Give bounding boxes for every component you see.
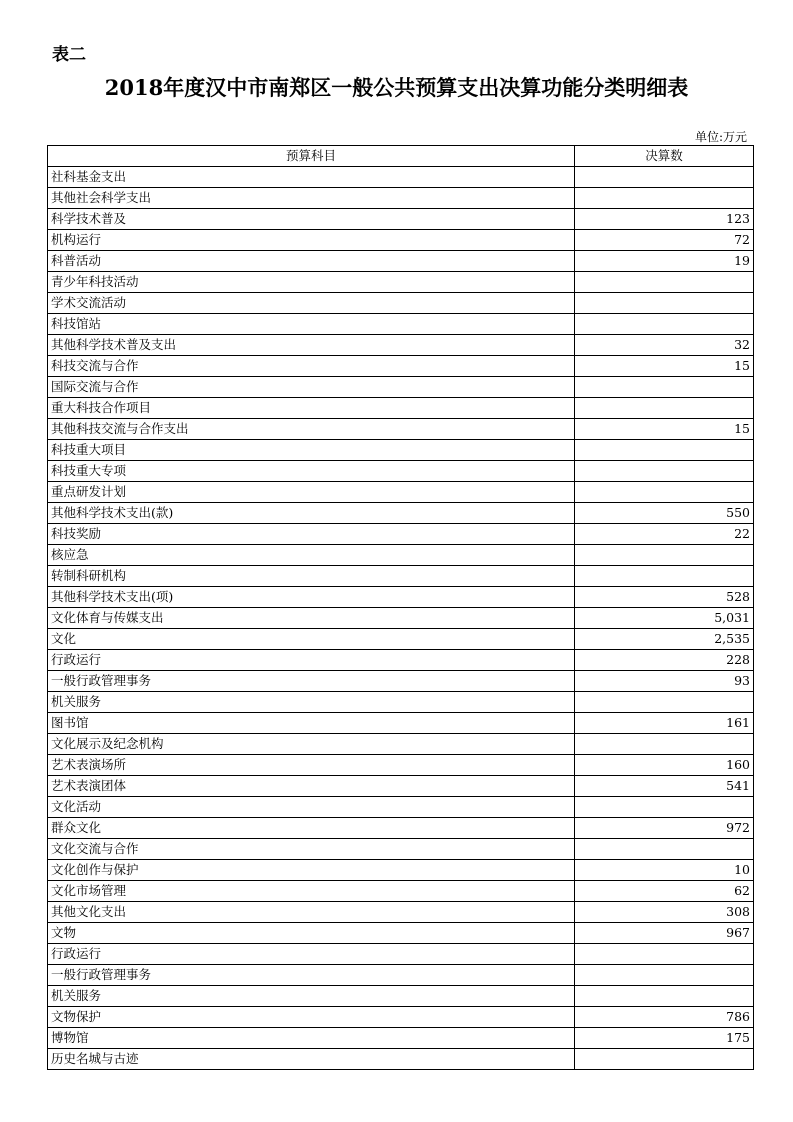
row-subject: 博物馆 xyxy=(48,1028,575,1049)
row-subject: 青少年科技活动 xyxy=(48,272,575,293)
row-amount: 19 xyxy=(575,251,754,272)
row-subject: 其他文化支出 xyxy=(48,902,575,923)
row-amount xyxy=(575,440,754,461)
table-row xyxy=(48,902,754,923)
row-amount: 32 xyxy=(575,335,754,356)
table-row xyxy=(48,356,754,377)
row-amount: 550 xyxy=(575,503,754,524)
budget-table xyxy=(47,145,754,1070)
table-row xyxy=(48,713,754,734)
row-subject: 转制科研机构 xyxy=(48,566,575,587)
row-amount xyxy=(575,545,754,566)
table-row xyxy=(48,419,754,440)
row-amount: 22 xyxy=(575,524,754,545)
table-header-row xyxy=(48,146,754,167)
table-row xyxy=(48,881,754,902)
table-row xyxy=(48,566,754,587)
row-subject: 其他科学技术支出(款) xyxy=(48,503,575,524)
row-amount: 15 xyxy=(575,419,754,440)
row-amount xyxy=(575,797,754,818)
row-subject: 科技重大专项 xyxy=(48,461,575,482)
row-amount xyxy=(575,566,754,587)
row-subject: 行政运行 xyxy=(48,650,575,671)
table-row xyxy=(48,524,754,545)
row-amount: 160 xyxy=(575,755,754,776)
row-subject: 其他社会科学支出 xyxy=(48,188,575,209)
row-subject: 艺术表演团体 xyxy=(48,776,575,797)
table-row xyxy=(48,482,754,503)
row-amount: 175 xyxy=(575,1028,754,1049)
row-amount xyxy=(575,965,754,986)
table-row xyxy=(48,629,754,650)
row-subject: 社科基金支出 xyxy=(48,167,575,188)
row-amount xyxy=(575,692,754,713)
row-subject: 文物保护 xyxy=(48,1007,575,1028)
row-subject: 群众文化 xyxy=(48,818,575,839)
table-row xyxy=(48,839,754,860)
table-row xyxy=(48,314,754,335)
table-row xyxy=(48,503,754,524)
row-amount: 15 xyxy=(575,356,754,377)
row-amount xyxy=(575,167,754,188)
table-row xyxy=(48,272,754,293)
row-subject: 一般行政管理事务 xyxy=(48,965,575,986)
table-row xyxy=(48,818,754,839)
row-subject: 国际交流与合作 xyxy=(48,377,575,398)
table-row xyxy=(48,545,754,566)
row-subject: 图书馆 xyxy=(48,713,575,734)
row-amount: 541 xyxy=(575,776,754,797)
table-row xyxy=(48,776,754,797)
row-subject: 文化创作与保护 xyxy=(48,860,575,881)
row-amount xyxy=(575,314,754,335)
table-row xyxy=(48,251,754,272)
row-subject: 艺术表演场所 xyxy=(48,755,575,776)
header-amount: 决算数 xyxy=(575,146,754,167)
row-amount: 2,535 xyxy=(575,629,754,650)
row-amount: 10 xyxy=(575,860,754,881)
table-row xyxy=(48,461,754,482)
table-row xyxy=(48,755,754,776)
table-row xyxy=(48,1007,754,1028)
row-subject: 其他科学技术支出(项) xyxy=(48,587,575,608)
header-subject: 预算科目 xyxy=(48,146,575,167)
table-row xyxy=(48,608,754,629)
table-row xyxy=(48,398,754,419)
row-subject: 文化交流与合作 xyxy=(48,839,575,860)
row-amount xyxy=(575,293,754,314)
table-row xyxy=(48,230,754,251)
row-amount: 972 xyxy=(575,818,754,839)
row-amount xyxy=(575,944,754,965)
row-subject: 文化 xyxy=(48,629,575,650)
row-subject: 科普活动 xyxy=(48,251,575,272)
row-amount xyxy=(575,839,754,860)
table-row xyxy=(48,440,754,461)
row-subject: 文化体育与传媒支出 xyxy=(48,608,575,629)
table-row xyxy=(48,986,754,1007)
row-subject: 机关服务 xyxy=(48,692,575,713)
row-subject: 其他科技交流与合作支出 xyxy=(48,419,575,440)
table-row xyxy=(48,1049,754,1070)
row-subject: 文化展示及纪念机构 xyxy=(48,734,575,755)
row-subject: 科技重大项目 xyxy=(48,440,575,461)
row-amount: 93 xyxy=(575,671,754,692)
table-row xyxy=(48,1028,754,1049)
row-subject: 机关服务 xyxy=(48,986,575,1007)
row-amount: 528 xyxy=(575,587,754,608)
row-amount: 123 xyxy=(575,209,754,230)
row-subject: 学术交流活动 xyxy=(48,293,575,314)
row-amount: 308 xyxy=(575,902,754,923)
unit-label: 单位:万元 xyxy=(694,130,747,144)
row-amount xyxy=(575,377,754,398)
page-title: 2018年度汉中市南郑区一般公共预算支出决算功能分类明细表 xyxy=(104,75,689,100)
row-subject: 文物 xyxy=(48,923,575,944)
table-row xyxy=(48,167,754,188)
table-row xyxy=(48,587,754,608)
row-subject: 历史名城与古迹 xyxy=(48,1049,575,1070)
row-amount: 72 xyxy=(575,230,754,251)
table-row xyxy=(48,209,754,230)
row-subject: 科学技术普及 xyxy=(48,209,575,230)
row-amount xyxy=(575,1049,754,1070)
row-amount xyxy=(575,272,754,293)
table-row xyxy=(48,692,754,713)
row-subject: 文化活动 xyxy=(48,797,575,818)
row-amount xyxy=(575,398,754,419)
row-amount: 62 xyxy=(575,881,754,902)
row-subject: 行政运行 xyxy=(48,944,575,965)
row-subject: 机构运行 xyxy=(48,230,575,251)
row-amount xyxy=(575,482,754,503)
row-amount: 161 xyxy=(575,713,754,734)
table-row xyxy=(48,188,754,209)
table-row xyxy=(48,671,754,692)
row-amount xyxy=(575,986,754,1007)
row-amount: 967 xyxy=(575,923,754,944)
table-label: 表二 xyxy=(52,45,86,65)
table-row xyxy=(48,860,754,881)
table-row xyxy=(48,734,754,755)
row-subject: 文化市场管理 xyxy=(48,881,575,902)
table-row xyxy=(48,293,754,314)
row-amount xyxy=(575,461,754,482)
table-row xyxy=(48,944,754,965)
row-subject: 科技奖励 xyxy=(48,524,575,545)
row-subject: 科技馆站 xyxy=(48,314,575,335)
table-row xyxy=(48,335,754,356)
row-amount: 5,031 xyxy=(575,608,754,629)
table-row xyxy=(48,650,754,671)
row-amount xyxy=(575,188,754,209)
row-subject: 一般行政管理事务 xyxy=(48,671,575,692)
table-row xyxy=(48,923,754,944)
row-subject: 核应急 xyxy=(48,545,575,566)
table-row xyxy=(48,797,754,818)
row-subject: 重大科技合作项目 xyxy=(48,398,575,419)
row-subject: 重点研发计划 xyxy=(48,482,575,503)
table-row xyxy=(48,965,754,986)
row-amount: 228 xyxy=(575,650,754,671)
row-subject: 其他科学技术普及支出 xyxy=(48,335,575,356)
row-amount xyxy=(575,734,754,755)
row-subject: 科技交流与合作 xyxy=(48,356,575,377)
row-amount: 786 xyxy=(575,1007,754,1028)
table-row xyxy=(48,377,754,398)
